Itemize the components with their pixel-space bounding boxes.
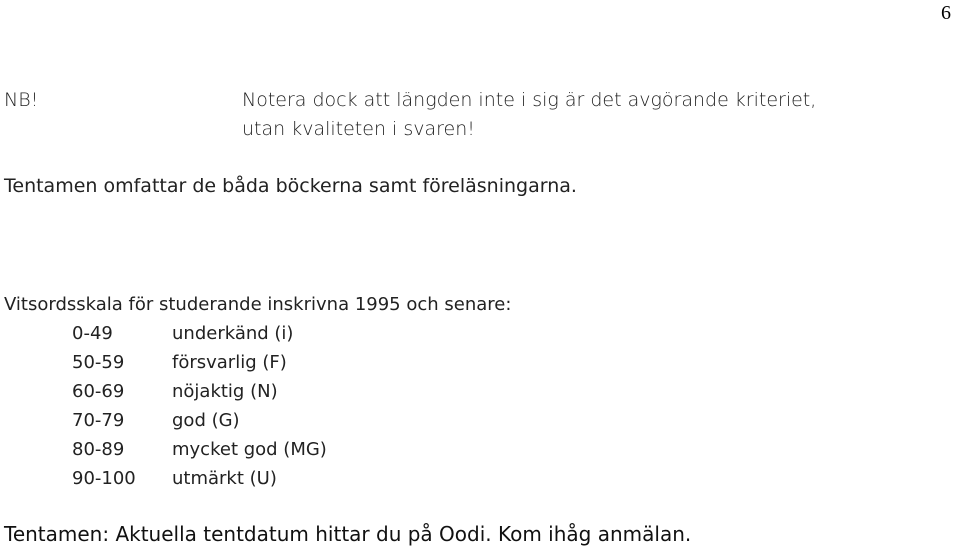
grade-label: försvarlig (F) — [172, 352, 287, 373]
exam-scope-text: Tentamen omfattar de båda böckerna samt föreläsningarna. — [4, 175, 577, 197]
nb-text — [242, 86, 959, 144]
grade-label: underkänd (i) — [172, 323, 294, 344]
grade-row — [4, 464, 511, 493]
grade-range: 70-79 — [72, 410, 125, 431]
grade-range: 60-69 — [72, 381, 125, 402]
nb-line: Notera dock att längden inte i sig är det avgörande kriteriet, — [242, 89, 817, 111]
grade-range: 80-89 — [72, 439, 125, 460]
grade-row — [4, 377, 511, 406]
nb-label: NB! — [4, 89, 39, 111]
grade-label: utmärkt (U) — [172, 468, 277, 489]
grade-row — [4, 406, 511, 435]
grade-range: 90-100 — [72, 468, 136, 489]
nb-line: utan kvaliteten i svaren! — [242, 118, 475, 140]
grade-range: 50-59 — [72, 352, 125, 373]
page-number: 6 — [941, 2, 951, 24]
grade-row — [4, 319, 511, 348]
grade-label: mycket god (MG) — [172, 439, 327, 460]
grade-row — [4, 435, 511, 464]
exam-dates-note: Tentamen: Aktuella tentdatum hittar du på Oodi. Kom ihåg anmälan. — [4, 522, 692, 546]
grading-scale — [4, 290, 511, 493]
grade-row — [4, 348, 511, 377]
grade-label: god (G) — [172, 410, 240, 431]
grading-heading: Vitsordsskala för studerande inskrivna 1995 och senare: — [4, 294, 512, 315]
grade-label: nöjaktig (N) — [172, 381, 278, 402]
grade-range: 0-49 — [72, 323, 113, 344]
